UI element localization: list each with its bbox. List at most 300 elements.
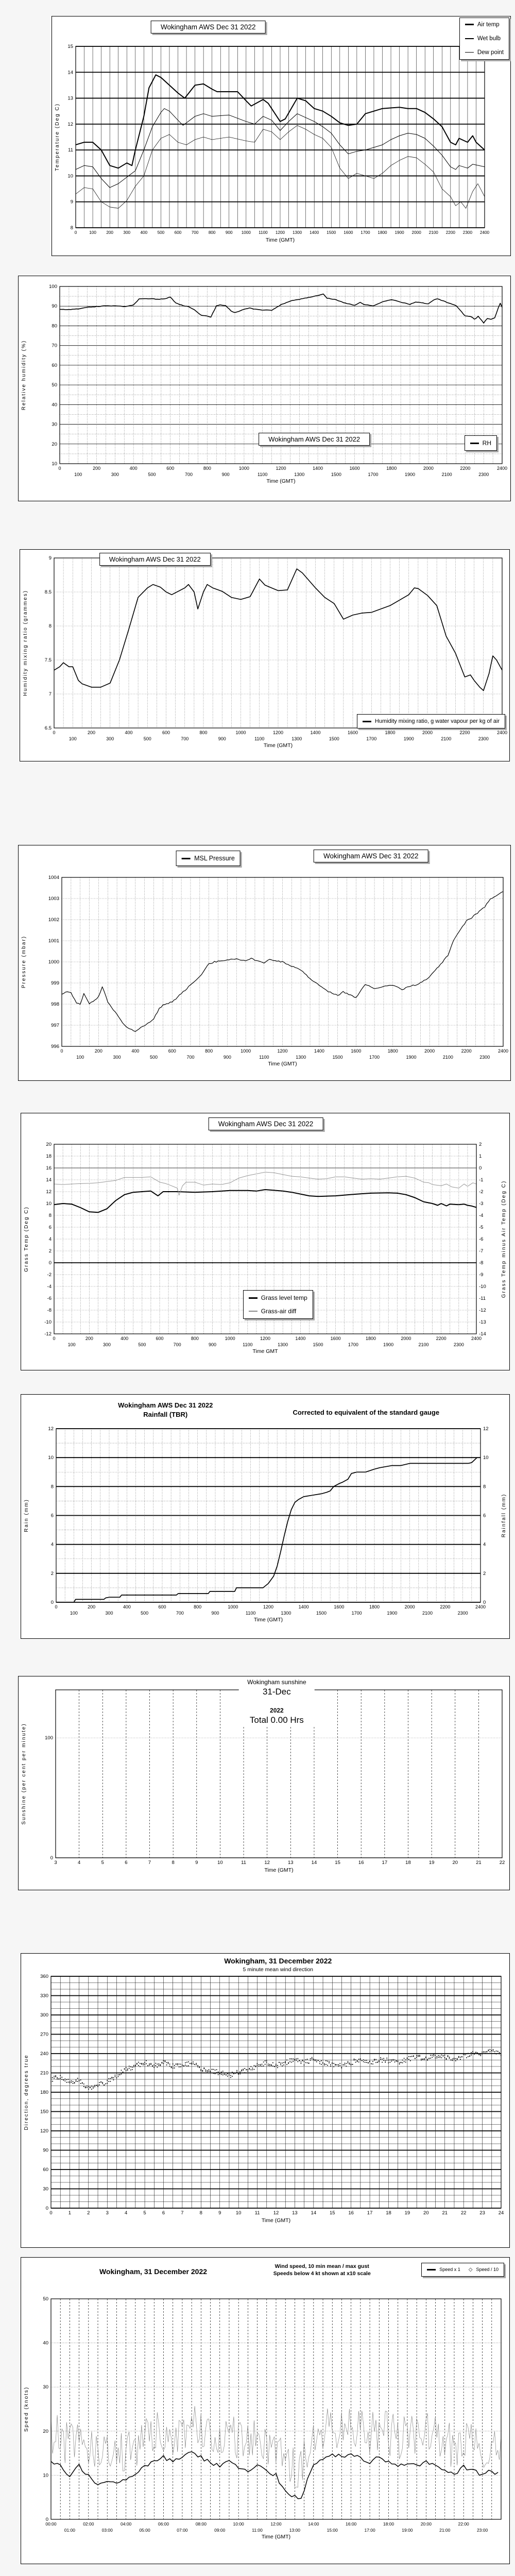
svg-text:1000: 1000 [228,1604,238,1609]
svg-text:200: 200 [93,466,101,471]
svg-text:Sunshine (per cent per minute): Sunshine (per cent per minute) [21,1723,27,1825]
svg-text:4: 4 [50,1541,54,1548]
svg-text:12: 12 [273,2210,279,2216]
svg-text:2400: 2400 [496,730,508,735]
svg-text:200: 200 [87,730,96,735]
svg-text:21:00: 21:00 [439,2528,451,2533]
svg-text:12: 12 [46,1189,52,1195]
svg-text:1500: 1500 [331,472,341,477]
svg-text:1200: 1200 [277,1048,288,1054]
svg-text:20: 20 [43,2428,48,2434]
svg-text:10: 10 [46,1201,52,1207]
chart-panel-rainfall [21,1394,510,1639]
svg-text:14:00: 14:00 [308,2521,319,2527]
svg-text:1300: 1300 [291,736,302,741]
svg-text:9: 9 [218,2210,221,2216]
svg-text:1300: 1300 [281,1611,291,1616]
svg-text:Time (GMT): Time (GMT) [268,1061,297,1067]
svg-text:2000: 2000 [424,1048,435,1054]
svg-text:1000: 1000 [48,959,59,965]
svg-text:17: 17 [367,2210,373,2216]
svg-text:2200: 2200 [461,1048,472,1054]
chart-legend [421,2263,504,2277]
svg-text:270: 270 [40,2031,48,2038]
svg-text:1900: 1900 [403,736,414,741]
svg-text:2400: 2400 [475,1604,486,1609]
svg-text:-1: -1 [479,1177,484,1183]
svg-text:200: 200 [85,1336,93,1341]
chart-title-box [259,433,370,446]
svg-text:14: 14 [67,70,73,76]
svg-text:4: 4 [483,1541,486,1548]
svg-text:0: 0 [50,1600,54,1605]
svg-text:-5: -5 [479,1225,484,1230]
svg-text:0: 0 [60,1048,63,1054]
chart-legend [176,851,241,866]
svg-text:5: 5 [143,2210,146,2216]
svg-text:1500: 1500 [327,230,336,235]
svg-text:600: 600 [168,1048,176,1054]
svg-text:Pressure (mbar): Pressure (mbar) [21,935,27,989]
svg-text:-4: -4 [479,1213,484,1218]
svg-text:8: 8 [483,1484,486,1490]
svg-text:1200: 1200 [260,1336,271,1341]
svg-text:1900: 1900 [394,230,404,235]
svg-text:00:00: 00:00 [45,2521,57,2527]
svg-text:7: 7 [148,1860,151,1866]
svg-text:20: 20 [452,1860,458,1866]
svg-text:100: 100 [45,1735,53,1741]
svg-text:800: 800 [203,466,211,471]
svg-text:2: 2 [87,2210,90,2216]
svg-text:700: 700 [186,1055,195,1060]
svg-text:2300: 2300 [453,1342,464,1347]
wind-direction-chart-plot [21,1954,510,2248]
svg-text:Direction, degrees true: Direction, degrees true [24,2054,29,2130]
svg-text:08:00: 08:00 [195,2521,207,2527]
svg-text:1900: 1900 [405,472,416,477]
grass-temperature-chart-plot [21,1113,510,1371]
chart-legend [459,18,509,60]
svg-text:500: 500 [157,230,165,235]
chart-text-title: Wokingham, 31 December 2022 [224,1957,332,1965]
legend-label: Wet bulb [477,36,501,42]
chart-panel-humidity-mixing-ratio [20,549,510,761]
svg-text:500: 500 [138,1342,146,1347]
chart-text-subtitle: 31-Dec [262,1687,291,1697]
legend-entry [470,439,491,447]
svg-text:1003: 1003 [48,896,59,902]
chart-legend [357,714,505,728]
line-swatch-icon [249,1311,258,1312]
svg-text:400: 400 [123,1604,131,1609]
svg-text:900: 900 [208,1342,217,1347]
svg-text:30: 30 [52,421,57,428]
svg-text:1500: 1500 [329,736,339,741]
svg-text:14: 14 [46,1177,52,1183]
svg-text:22: 22 [499,1860,505,1866]
svg-text:2: 2 [483,1570,486,1577]
svg-text:Speed (knots): Speed (knots) [24,2386,29,2432]
rainfall-chart-plot [21,1395,510,1639]
svg-text:2300: 2300 [478,736,489,741]
svg-text:600: 600 [166,466,175,471]
svg-text:0: 0 [49,2210,53,2216]
svg-text:1300: 1300 [296,1055,306,1060]
svg-text:-12: -12 [44,1331,52,1337]
svg-text:03:00: 03:00 [101,2528,113,2533]
svg-text:Time (GMT): Time (GMT) [266,478,296,484]
svg-text:18: 18 [405,1860,411,1866]
chart-text-note: Corrected to equivalent of the standard gauge [293,1409,440,1416]
svg-text:1200: 1200 [272,730,284,735]
line-swatch-icon [465,24,474,25]
svg-text:9: 9 [48,555,52,561]
diamond-marker-icon: ◇ [468,2266,473,2273]
svg-text:900: 900 [211,1611,219,1616]
svg-text:6: 6 [162,2210,165,2216]
svg-text:06:00: 06:00 [158,2521,169,2527]
svg-text:2100: 2100 [441,472,452,477]
svg-text:11: 11 [68,147,73,154]
svg-text:10: 10 [67,173,73,179]
chart-title-box [209,1117,323,1130]
svg-text:0: 0 [45,2517,48,2522]
legend-entry [249,1308,307,1315]
svg-text:1600: 1600 [330,1336,341,1341]
svg-text:1800: 1800 [386,466,397,471]
svg-text:90: 90 [52,303,57,310]
svg-text:800: 800 [199,730,208,735]
msl-pressure-chart-plot [19,845,511,1081]
line-swatch-icon [470,443,479,444]
svg-text:7: 7 [48,691,52,697]
svg-text:23: 23 [479,2210,485,2216]
svg-text:1400: 1400 [298,1604,309,1609]
chart-text-note1: Wind speed, 10 min mean / max gust [274,2263,369,2269]
relative-humidity-chart-plot [19,276,511,502]
svg-text:-14: -14 [479,1331,486,1337]
legend-label: Air temp [477,22,500,28]
svg-text:6.5: 6.5 [44,725,52,731]
chart-text-block [118,1401,213,1419]
svg-text:3: 3 [106,2210,109,2216]
svg-text:24: 24 [498,2210,504,2216]
chart-title-box [99,553,211,566]
svg-text:10:00: 10:00 [233,2521,244,2527]
svg-text:300: 300 [113,1055,121,1060]
legend-entry [465,36,504,42]
svg-text:21: 21 [442,2210,448,2216]
svg-text:60: 60 [43,2167,48,2173]
svg-text:16: 16 [358,1860,364,1866]
svg-text:1800: 1800 [369,1604,380,1609]
svg-text:-6: -6 [47,1296,52,1301]
svg-text:2200: 2200 [436,1336,447,1341]
svg-text:2000: 2000 [423,466,434,471]
chart-title: Wokingham AWS Dec 31 2022 [109,555,201,563]
svg-text:210: 210 [40,2070,48,2076]
svg-text:-8: -8 [479,1260,484,1266]
chart-title: Wokingham AWS Dec 31 2022 [160,23,256,31]
svg-text:2: 2 [479,1142,482,1147]
svg-text:15: 15 [329,2210,335,2216]
svg-text:Grass Temp minus Air Temp (Deg: Grass Temp minus Air Temp (Deg C) [501,1180,507,1298]
svg-text:1700: 1700 [348,1342,358,1347]
svg-text:Rain (mm): Rain (mm) [24,1499,29,1532]
svg-text:1600: 1600 [334,1604,345,1609]
svg-text:4: 4 [48,1236,52,1242]
svg-text:400: 400 [121,1336,129,1341]
svg-text:900: 900 [218,736,226,741]
svg-text:13:00: 13:00 [289,2528,301,2533]
svg-text:5: 5 [101,1860,104,1866]
legend-label: Humidity mixing ratio, g water vapour per kg of air [374,718,500,725]
svg-text:6: 6 [50,1513,54,1519]
svg-text:Time (GMT): Time (GMT) [261,2217,291,2224]
svg-text:800: 800 [205,1048,213,1054]
svg-text:1700: 1700 [351,1611,362,1616]
svg-text:100: 100 [76,1055,84,1060]
svg-text:2: 2 [48,1248,52,1254]
svg-text:12: 12 [67,121,73,127]
svg-text:600: 600 [174,230,182,235]
svg-text:Time (GMT): Time (GMT) [265,237,295,243]
line-swatch-icon [249,1297,258,1299]
svg-text:1600: 1600 [351,1048,362,1054]
svg-text:8.5: 8.5 [44,589,52,595]
svg-text:18:00: 18:00 [383,2521,394,2527]
legend-entry [465,49,504,56]
svg-text:18: 18 [46,1154,52,1159]
svg-text:1000: 1000 [235,730,246,735]
svg-text:1800: 1800 [365,1336,376,1341]
svg-text:1004: 1004 [48,875,59,880]
svg-text:20: 20 [46,1142,52,1147]
svg-text:-11: -11 [479,1296,486,1301]
svg-text:17:00: 17:00 [364,2528,375,2533]
chart-panel-wind-speed [21,2257,510,2564]
chart-title: Wokingham AWS Dec 31 2022 [323,852,419,860]
svg-text:1400: 1400 [314,1048,324,1054]
svg-text:1: 1 [479,1154,482,1159]
chart-text-subtitle: Rainfall (TBR) [143,1410,188,1418]
svg-text:2200: 2200 [440,1604,451,1609]
svg-text:900: 900 [223,1055,231,1060]
svg-text:15: 15 [67,44,73,49]
svg-text:300: 300 [102,1342,111,1347]
svg-text:400: 400 [125,730,133,735]
svg-text:-3: -3 [479,1201,484,1207]
svg-text:600: 600 [158,1604,166,1609]
svg-text:1600: 1600 [347,730,358,735]
legend-label: Speed x 1 [439,2267,460,2272]
svg-text:18: 18 [386,2210,391,2216]
svg-text:0: 0 [53,730,56,735]
svg-text:1000: 1000 [241,1048,251,1054]
svg-text:1600: 1600 [349,466,360,471]
legend-entry [469,2267,499,2273]
chart-text-block [273,2263,371,2277]
svg-text:6: 6 [48,1225,52,1230]
svg-text:19:00: 19:00 [402,2528,413,2533]
svg-text:400: 400 [140,230,148,235]
svg-text:100: 100 [67,1342,76,1347]
svg-text:2100: 2100 [441,736,452,741]
svg-text:3: 3 [54,1860,57,1866]
svg-text:2300: 2300 [478,472,489,477]
svg-text:10: 10 [48,1455,54,1461]
svg-text:800: 800 [208,230,216,235]
svg-text:1500: 1500 [316,1611,327,1616]
svg-text:10: 10 [43,2472,48,2479]
svg-text:100: 100 [89,230,96,235]
svg-text:0: 0 [55,1604,58,1609]
svg-text:30: 30 [43,2384,48,2391]
svg-text:Grass Temp (Deg C): Grass Temp (Deg C) [24,1206,29,1272]
svg-text:Time (GMT): Time (GMT) [253,1617,283,1623]
svg-text:700: 700 [181,736,189,741]
svg-text:8: 8 [50,1484,54,1490]
svg-text:19: 19 [428,1860,435,1866]
chart-panel-wind-direction [21,1953,510,2248]
legend-label: Dew point [477,49,504,56]
svg-text:900: 900 [221,472,230,477]
svg-text:1900: 1900 [383,1342,394,1347]
chart-title-box [151,21,266,33]
svg-text:800: 800 [194,1604,202,1609]
svg-text:14: 14 [311,1860,317,1866]
svg-text:400: 400 [131,1048,140,1054]
svg-text:1000: 1000 [225,1336,235,1341]
svg-text:1800: 1800 [385,730,396,735]
svg-text:70: 70 [52,343,57,349]
svg-text:500: 500 [148,472,156,477]
svg-text:240: 240 [40,2051,48,2057]
svg-text:1002: 1002 [48,917,59,923]
chart-text-title: Wokingham, 31 December 2022 [99,2267,208,2276]
svg-text:13: 13 [288,1860,294,1866]
svg-text:997: 997 [51,1023,59,1028]
chart-text-subtitle: 5 minute mean wind direction [243,1966,314,1973]
svg-text:1400: 1400 [313,466,323,471]
svg-text:23:00: 23:00 [476,2528,488,2533]
wind-speed-chart-plot [21,2258,510,2565]
svg-text:12: 12 [264,1860,270,1866]
svg-text:2300: 2300 [479,1055,490,1060]
svg-text:13: 13 [67,95,73,101]
svg-text:Time GMT: Time GMT [252,1348,278,1354]
svg-text:2000: 2000 [404,1604,415,1609]
svg-text:2100: 2100 [428,230,438,235]
svg-text:500: 500 [143,736,151,741]
svg-text:8: 8 [70,225,73,231]
svg-text:2400: 2400 [471,1336,482,1341]
svg-text:0: 0 [58,466,61,471]
svg-text:-2: -2 [47,1272,52,1278]
svg-text:1100: 1100 [243,1342,253,1347]
chart-text-note2: Speeds below 4 kt shown at x10 scale [273,2270,371,2277]
svg-text:20:00: 20:00 [420,2521,432,2527]
chart-panel-sunshine [18,1676,510,1890]
svg-text:15:00: 15:00 [327,2528,338,2533]
svg-text:Time (GMT): Time (GMT) [261,2534,291,2540]
svg-text:1300: 1300 [294,472,305,477]
svg-text:02:00: 02:00 [83,2521,94,2527]
svg-text:120: 120 [40,2128,48,2134]
svg-text:1200: 1200 [275,230,285,235]
legend-entry [182,855,235,862]
svg-text:-6: -6 [479,1236,484,1242]
svg-text:600: 600 [162,730,170,735]
svg-text:-4: -4 [47,1284,52,1290]
svg-text:20: 20 [52,441,57,447]
svg-text:1100: 1100 [254,736,265,741]
svg-text:05:00: 05:00 [139,2528,150,2533]
svg-text:2000: 2000 [422,730,433,735]
svg-text:07:00: 07:00 [177,2528,188,2533]
svg-text:1200: 1200 [276,466,286,471]
svg-text:Humidity mixing ratio (grammes: Humidity mixing ratio (grammes) [23,590,28,696]
svg-text:22: 22 [460,2210,467,2216]
legend-label: Grass level temp [261,1294,307,1301]
svg-text:1200: 1200 [263,1604,274,1609]
svg-text:300: 300 [40,2012,48,2018]
svg-text:100: 100 [70,1611,78,1616]
svg-text:10: 10 [217,1860,223,1866]
svg-text:12: 12 [48,1426,54,1432]
line-swatch-icon [182,858,191,859]
svg-text:300: 300 [105,1611,113,1616]
svg-text:-12: -12 [479,1308,486,1313]
svg-text:1400: 1400 [310,730,321,735]
svg-text:8: 8 [171,1860,175,1866]
svg-text:1000: 1000 [241,230,251,235]
svg-text:999: 999 [51,980,59,986]
legend-entry [465,22,504,28]
svg-text:50: 50 [43,2296,48,2302]
line-swatch-icon [465,52,474,53]
svg-text:7.5: 7.5 [44,657,52,663]
svg-text:1700: 1700 [366,736,377,741]
svg-text:11:00: 11:00 [252,2528,263,2533]
svg-text:1900: 1900 [406,1055,417,1060]
svg-text:2200: 2200 [460,466,471,471]
svg-text:-10: -10 [44,1319,52,1325]
svg-text:1000: 1000 [238,466,249,471]
svg-text:7: 7 [181,2210,184,2216]
svg-text:0: 0 [53,1336,56,1341]
humidity-mixing-ratio-chart-plot [20,550,510,762]
line-swatch-icon [363,721,371,722]
legend-entry [249,1294,307,1301]
svg-text:2100: 2100 [418,1342,429,1347]
svg-text:-2: -2 [479,1189,484,1195]
svg-text:300: 300 [123,230,131,235]
chart-panel-relative-humidity [18,276,511,501]
chart-panel-grass-temperature [21,1113,510,1370]
svg-text:9: 9 [195,1860,198,1866]
chart-text-total: Total 0.00 Hrs [249,1715,304,1725]
svg-text:-13: -13 [479,1319,486,1325]
svg-text:800: 800 [191,1336,199,1341]
chart-legend [465,435,497,451]
svg-text:2300: 2300 [462,230,473,235]
svg-text:200: 200 [88,1604,96,1609]
svg-text:Time (GMT): Time (GMT) [264,1867,294,1873]
svg-text:1500: 1500 [313,1342,323,1347]
svg-text:1300: 1300 [278,1342,288,1347]
